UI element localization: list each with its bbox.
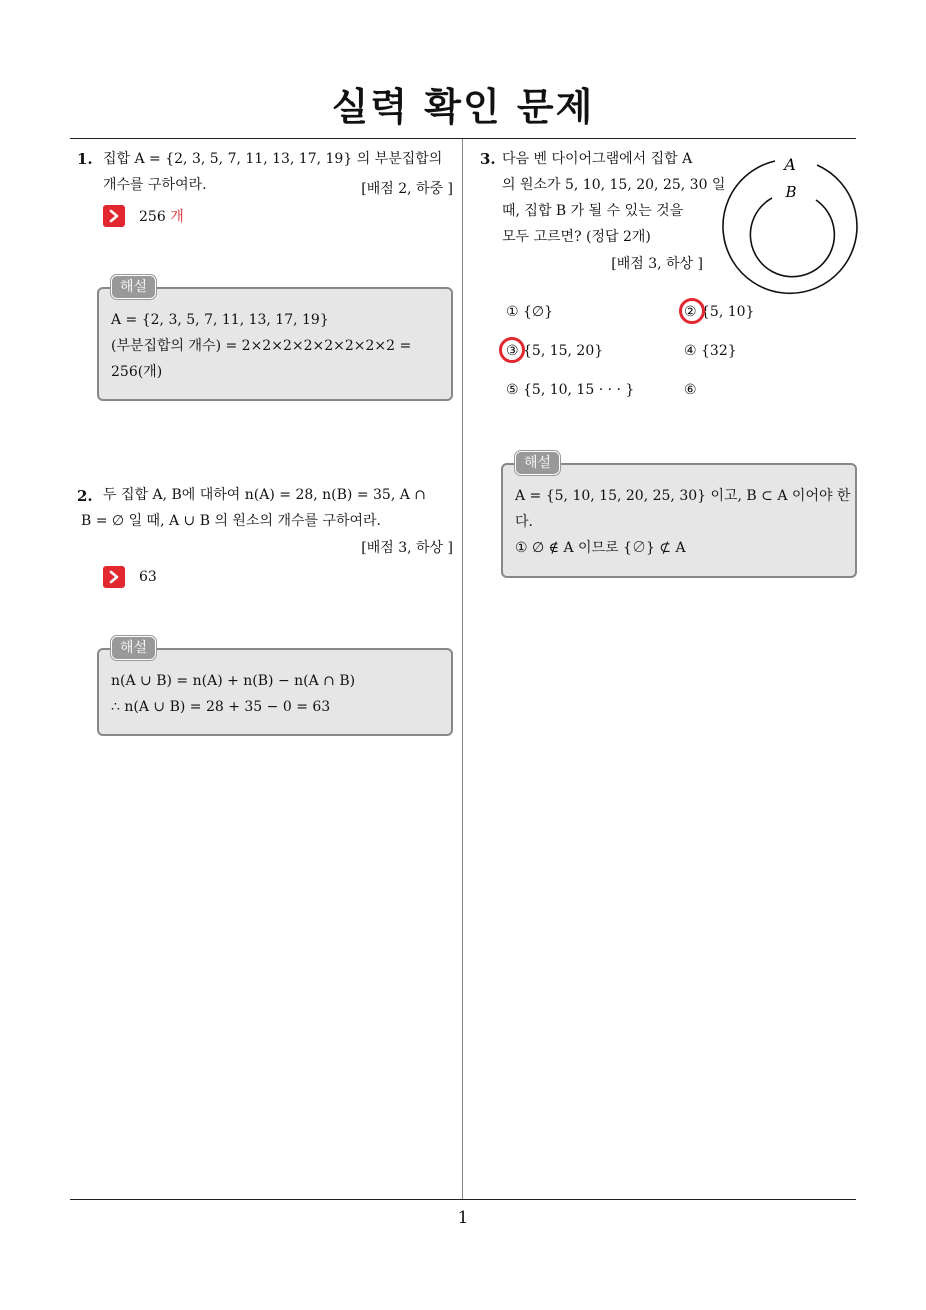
page-title: 실력 확인 문제	[331, 85, 595, 129]
solution-line: 다.	[515, 514, 533, 530]
answer-circle-mark	[679, 298, 705, 324]
solution-label: 해설	[111, 636, 156, 660]
choice-2[interactable]: ② {5, 10}	[684, 304, 755, 320]
choice-4[interactable]: ④ {32}	[684, 343, 737, 359]
solution-line: ① ∅ ∉ A 이므로 {∅} ⊄ A	[515, 540, 686, 556]
question-line: 다음 벤 다이어그램에서 집합 A	[502, 151, 693, 167]
answer-value: 63	[139, 569, 157, 585]
answer-value: 256	[139, 209, 166, 225]
solution-box	[97, 279, 453, 401]
solution-line: ∴ n(A ∪ B) = 28 + 35 − 0 = 63	[111, 699, 331, 715]
solution-line: A = {2, 3, 5, 7, 11, 13, 17, 19}	[111, 312, 329, 328]
question-text	[81, 482, 427, 534]
question-number: 1.	[77, 150, 93, 168]
question-number: 3.	[480, 150, 496, 168]
choice-5[interactable]: ⑤ {5, 10, 15 · · · }	[506, 382, 635, 398]
solution-box	[501, 455, 857, 578]
top-rule	[70, 138, 856, 139]
page-number: 1	[457, 1208, 469, 1228]
set-b-label: B	[785, 183, 797, 201]
solution-line: n(A ∪ B) = n(A) + n(B) − n(A ∩ B)	[111, 673, 356, 689]
set-b-circle	[750, 198, 834, 277]
solution-label: 해설	[515, 451, 560, 475]
question-line: 모두 고르면? (정답 2개)	[502, 229, 651, 245]
answer-unit: 개	[170, 209, 184, 225]
question-text	[502, 146, 725, 250]
answer-circle-mark	[499, 337, 525, 363]
solution-line: (부분집합의 개수) = 2×2×2×2×2×2×2×2 =	[111, 338, 412, 354]
chevron-right-icon	[103, 205, 125, 227]
question-line: 두 집합 A, B에 대하여 n(A) = 28, n(B) = 35, A ∩	[103, 487, 427, 503]
answer-row	[103, 205, 184, 227]
set-a-circle	[723, 161, 857, 293]
score-label: [배점 3, 하상 ]	[361, 540, 453, 556]
solution-line: A = {5, 10, 15, 20, 25, 30} 이고, B ⊂ A 이어야 한	[515, 488, 851, 504]
score-label: [배점 2, 하중 ]	[361, 181, 453, 197]
venn-diagram	[720, 150, 860, 295]
column-divider	[462, 139, 463, 1199]
answer-row	[103, 566, 157, 588]
bottom-rule	[70, 1199, 856, 1200]
set-a-label: A	[784, 155, 796, 174]
solution-box	[97, 640, 453, 736]
question-line: 때, 집합 B 가 될 수 있는 것을	[502, 203, 684, 219]
question-line: B = ∅ 일 때, A ∪ B 의 원소의 개수를 구하여라.	[81, 513, 382, 529]
question-line: 의 원소가 5, 10, 15, 20, 25, 30 일	[502, 177, 726, 193]
question-line: 개수를 구하여라.	[103, 177, 207, 193]
question-line: 집합 A = {2, 3, 5, 7, 11, 13, 17, 19} 의 부분집합의	[103, 151, 443, 167]
solution-line: 256(개)	[111, 364, 163, 380]
choice-3[interactable]: ③ {5, 15, 20}	[506, 343, 604, 359]
choice-1[interactable]: ① {∅}	[506, 304, 554, 320]
solution-label: 해설	[111, 275, 156, 299]
score-label: [배점 3, 하상 ]	[611, 256, 703, 272]
chevron-right-icon	[103, 566, 125, 588]
choice-6[interactable]: ⑥	[684, 382, 697, 398]
question-number: 2.	[77, 487, 93, 505]
